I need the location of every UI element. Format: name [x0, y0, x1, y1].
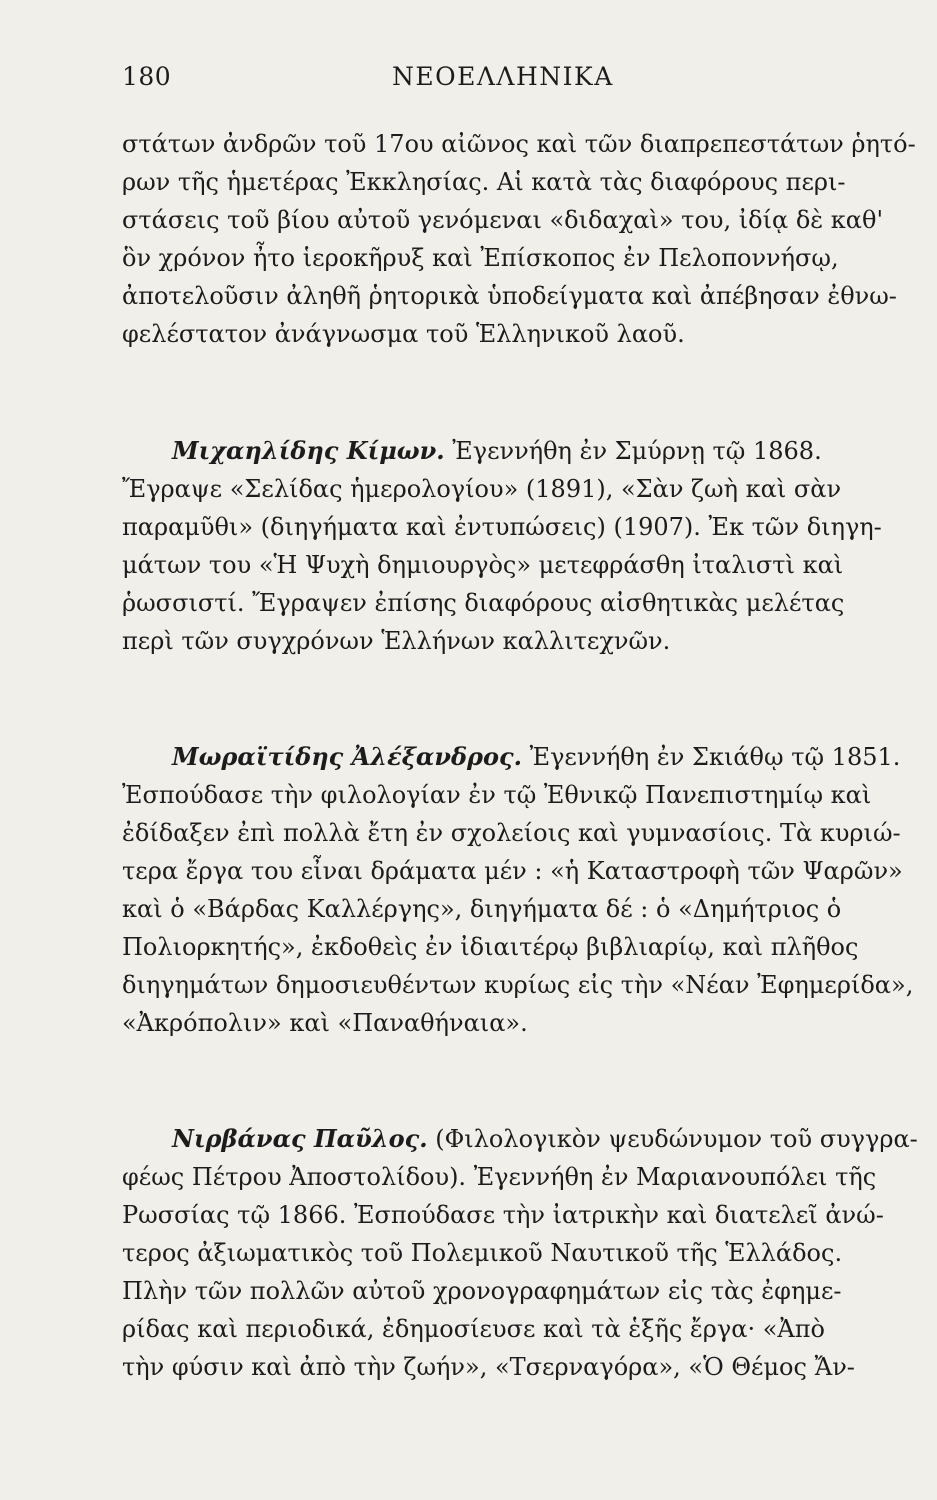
entry-heading: Μωραϊτίδης Ἀλέξανδρος. [172, 742, 522, 771]
text-line: ρων τῆς ἡμετέρας Ἐκκλησίας. Αἱ κατὰ τὰς διαφόρους περι- [122, 168, 846, 196]
text-line: διηγημάτων δημοσιευθέντων κυρίως εἰς τὴν «Νέαν Ἐφημερίδα», [122, 971, 914, 999]
entry-first-line [122, 432, 822, 470]
running-title: ΝΕΟΕΛΛΗΝΙΚΑ [392, 62, 614, 91]
entry-heading: Νιρβάνας Παῦλος. [172, 1124, 428, 1153]
entry-first-line [122, 1120, 918, 1158]
paragraph-continuation [122, 125, 916, 353]
text-line: φελέστατον ἀνάγνωσμα τοῦ Ἑλληνικοῦ λαοῦ. [122, 320, 685, 348]
entry-first-line-text: Ἐγεννήθη ἐν Σκιάθῳ τῷ 1851. [529, 743, 901, 771]
text-line: Ἔγραψε «Σελίδας ἡμερολογίου» (1891), «Σὰν ζωὴ καὶ σὰν [122, 475, 842, 503]
text-line: καὶ ὁ «Βάρδας Καλλέργης», διηγήματα δέ : ὁ «Δημήτριος ὁ [122, 895, 842, 923]
text-line: περὶ τῶν συγχρόνων Ἑλλήνων καλλιτεχνῶν. [122, 627, 671, 655]
entry-first-line [122, 738, 901, 776]
text-line: παραμῦθι» (διηγήματα καὶ ἐντυπώσεις) (1907). Ἐκ τῶν διηγη- [122, 513, 882, 541]
text-line: ῥωσσιστί. Ἔγραψεν ἐπίσης διαφόρους αἰσθητικὰς μελέτας [122, 589, 845, 617]
text-line: ὃν χρόνον ἦτο ἱεροκῆρυξ καὶ Ἐπίσκοπος ἐν Πελοποννήσῳ, [122, 244, 839, 272]
page-header [122, 62, 812, 98]
text-line: ἐδίδαξεν ἐπὶ πολλὰ ἔτη ἐν σχολείοις καὶ γυμνασίοις. Τὰ κυριώ- [122, 819, 901, 847]
text-line: ἀποτελοῦσιν ἀληθῆ ῥητορικὰ ὑποδείγματα καὶ ἀπέβησαν ἐθνω- [122, 282, 897, 310]
page-number: 180 [122, 62, 172, 91]
text-line: Ἐσπούδασε τὴν φιλολογίαν ἐν τῷ Ἐθνικῷ Πανεπιστημίῳ καὶ [122, 781, 872, 809]
text-line: Πολιορκητής», ἐκδοθεὶς ἐν ἰδιαιτέρῳ βιβλιαρίῳ, καὶ πλῆθος [122, 933, 859, 961]
text-line: φέως Πέτρου Ἀποστολίδου). Ἐγεννήθη ἐν Μαριανουπόλει τῆς [122, 1163, 877, 1191]
entry-heading: Μιχαηλίδης Κίμων. [172, 436, 445, 465]
text-line: τερος ἀξιωματικὸς τοῦ Πολεμικοῦ Ναυτικοῦ τῆς Ἑλλάδος. [122, 1239, 843, 1267]
text-line: τερα ἔργα του εἶναι δράματα μέν : «ἡ Καταστροφὴ τῶν Ψαρῶν» [122, 857, 903, 885]
biography-entry-moraitidis [122, 738, 914, 1042]
text-line: στάσεις τοῦ βίου αὐτοῦ γενόμεναι «διδαχαὶ» του, ἰδίᾳ δὲ καθ' [122, 206, 884, 234]
text-line: Ρωσσίας τῷ 1866. Ἐσπούδασε τὴν ἰατρικὴν καὶ διατελεῖ ἀνώ- [122, 1201, 884, 1229]
text-line: τὴν φύσιν καὶ ἀπὸ τὴν ζωήν», «Τσερναγόρα», «Ὁ Θέμος Ἄν- [122, 1353, 855, 1381]
text-line: στάτων ἀνδρῶν τοῦ 17ου αἰῶνος καὶ τῶν διαπρεπεστάτων ῥητό- [122, 130, 916, 158]
entry-first-line-text: Ἐγεννήθη ἐν Σμύρνῃ τῷ 1868. [452, 437, 822, 465]
text-line: Πλὴν τῶν πολλῶν αὐτοῦ χρονογραφημάτων εἰς τὰς ἐφημε- [122, 1277, 842, 1305]
text-line: μάτων του «Ἡ Ψυχὴ δημιουργὸς» μετεφράσθη ἰταλιστὶ καὶ [122, 551, 844, 579]
text-line: ρίδας καὶ περιοδικά, ἐδημοσίευσε καὶ τὰ ἑξῆς ἔργα· «Ἀπὸ [122, 1315, 825, 1343]
entry-first-line-text: (Φιλολογικὸν ψευδώνυμον τοῦ συγγρα- [435, 1125, 918, 1153]
text-line: «Ἀκρόπολιν» καὶ «Παναθήναια». [122, 1009, 528, 1037]
biography-entry-nirvanas [122, 1120, 918, 1386]
biography-entry-michailidis [122, 432, 882, 660]
